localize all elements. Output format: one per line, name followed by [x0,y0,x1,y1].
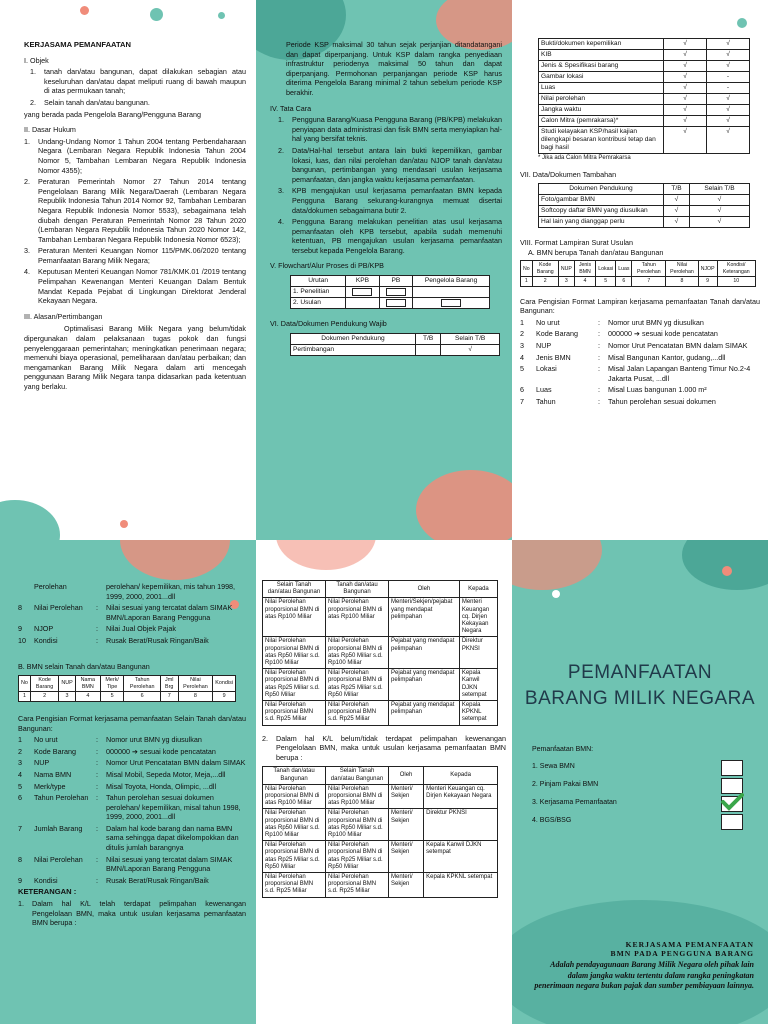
panel-format-b: Perolehan perolehan/ kepemilikan, mis tahun 1998, 1999, 2000, 2001...dll 8 Nilai Perolehan : Nilai sesuai yang tercatat dalam SIMAK BMN/Laporan Barang Pengguna 9 NJOP : Nilai Jual Objek Pajak 10 Kondisi : Rusak Berat/Rusak Ringan/Baik B. BMN selain Tanah dan/atau Bangunan No Kode Barang NUP Nama BMN Merk/ Tipe Tahun Perolehan Jml Brg Nilai Perolehan Kondisi 1 2 3 4 5 6 7 8 9 Cara Pengisian Format kerjasama pemanfaatan Selain Tanah dan/atau Bangunan: 1 No urut : Nomor urut BMN yg diusulkan 2 Kode Barang : 000000 ➔ sesuai kode pencatatan 3 NUP : Nomor Urut Pencatatan BMN dalam SIMAK 4 Nama BMN : Misal Mobil, Sepeda Motor, Meja,...dll 5 Merk/type : Misal Toyota, Honda, Olimpic, ...dll 6 Tahun Perolehan : Tahun perolehan sesuai dokumen perolehan/ kepemilikan, misal tahun 1998, 1999, 2000, 2001...dll 7 Jumlah Barang : Dalam hal kode barang dan nama BMN sama sehingga dapat dikelompokkan dan ditulis jumlah barangnya 8 Nilai Perolehan : Nilai sesuai yang tercatat dalam SIMAK BMN/Laporan Barang Pengguna 9 Kondisi : Rusak Berat/Rusak Ringan/Baik KETERANGAN : 1. Dalam hal K/L telah terdapat pelimpahan kewenangan Pengelolaan BMN, maka untuk usulan kerjasama pemanfaatan BMN berupa : [0,540,256,1024]
format-header: Luas [616,261,632,277]
panel-kewenangan: Selain Tanah dan/atau Bangunan Tanah dan/atau Bangunan Oleh Kepada Nilai Perolehan proporsional BMN di atas Rp100 Miliar Nilai Perolehan proporsional BMN di atas Rp100 Miliar Menteri/Sekjen/pejabat yang mendapat pelimpahan Menteri Keuangan cq. Dirjen Kekayaan Negara Nilai Perolehan proporsional BMN di atas Rp50 Miliar s.d. Rp100 Miliar Nilai Perolehan proporsional BMN di atas Rp50 Miliar s.d. Rp100 Miliar Pejabat yang mendapat pelimpahan Direktur PKNSI Nilai Perolehan proporsional BMN di atas Rp25 Miliar s.d. Rp50 Miliar Nilai Perolehan proporsional BMN di atas Rp25 Miliar s.d. Rp50 Miliar Pejabat yang mendapat pelimpahan Kepala Kanwil DJKN setempat Nilai Perolehan proporsional BMN s.d. Rp25 Miliar Nilai Perolehan proporsional BMN s.d. Rp25 Miliar Pejabat yang mendapat pelimpahan Kepala KPKNL setempat 2. Dalam hal K/L belum/tidak terdapat pelimpahan kewenangan Pengelolaan BMN, maka untuk usulan kerjasama pemanfaatan BMN berupa : Tanah dan/atau Bangunan Selain Tanah dan/atau Bangunan Oleh Kepada Nilai Perolehan proporsional BMN di atas Rp100 Miliar Nilai Perolehan proporsional BMN di atas Rp100 Miliar Menteri/ Sekjen Menteri Keuangan cq. Dirjen Kekayaan Negara Nilai Perolehan proporsional BMN di atas Rp50 Miliar s.d. Rp100 Miliar Nilai Perolehan proporsional BMN di atas Rp50 Miliar s.d. Rp100 Miliar Menteri/ Sekjen Direktur PKNSI Nilai Perolehan proporsional BMN di atas Rp25 Miliar s.d. Rp50 Miliar Nilai Perolehan proporsional BMN di atas Rp25 Miliar s.d. Rp50 Miliar Menteri/ Sekjen Kepala Kanwil DJKN setempat Nilai Perolehan proporsional BMN s.d. Rp25 Miliar Nilai Perolehan proporsional BMN s.d. Rp25 Miliar Menteri/ Sekjen Kepala KPKNL setempat [256,540,512,1024]
format-header: Jenis BMN [574,261,595,277]
kew-cell: Nilai Perolehan proporsional BMN di atas Rp50 Miliar s.d. Rp100 Miliar [326,809,389,841]
dasar-item: Keputusan Menteri Keuangan Nomor 781/KMK.01 /2019 tentang Pelimpahan Kewenangan Menteri Keuangan Dalam Bentuk Mandat Kepada Pejabat di Lingkungan Direktorat Jenderal Kekayaan Negara. [38,267,246,306]
decor-blob [512,540,602,590]
heading-flowchart: V. Flowchart/Alur Proses di PB/KPB [270,261,384,271]
doc-row-tb: √ [664,105,707,116]
doc-row-tb: √ [664,127,707,154]
flow-row: 1. Penelitian [291,287,346,298]
kew-cell: Menteri/ Sekjen [389,841,424,873]
kew-cell: Menteri/ Sekjen [389,873,424,898]
kew-cell: Direktur PKNSI [459,637,497,669]
tambahan-header: T/B [664,184,690,195]
dok-cell [416,344,441,355]
field-value: Nomor urut BMN yg diusulkan [608,317,704,327]
objek-note: yang berada pada Pengelola Barang/Pengguna Barang [24,109,202,119]
kew-cell: Kepala KPKNL setempat [424,873,498,898]
doc-row-label: Calon Mitra (pemrakarsa)* [539,116,664,127]
field-value: Misal Mobil, Sepeda Motor, Meja,...dll [106,769,226,779]
field-num: 6 [520,385,524,395]
format-header: Lokasi [596,261,616,277]
field-colon: : [96,624,98,634]
kew-header: Kepada [424,767,498,784]
format-header: Kondisi/ Keterangan [717,261,755,277]
decor-blob [416,470,512,540]
flow-box [352,288,372,296]
dokumen-wajib-table [290,333,500,356]
field-value: Misal Luas bangunan 1.000 m² [608,385,707,395]
field-value: 000000 ➔ sesuai kode pencatatan [608,329,718,339]
heading-tata-cara: IV. Tata Cara [270,103,312,113]
footnote: * Jika ada Calon Mitra Pemrakarsa [538,155,631,161]
field-num: 4 [520,352,524,362]
kew-cell: Nilai Perolehan proporsional BMN di atas Rp100 Miliar [326,598,389,637]
field-num: 6 [18,793,22,803]
kew-cell: Nilai Perolehan proporsional BMN s.d. Rp25 Miliar [326,701,389,726]
format-num: 7 [160,692,178,702]
kew-header: Oleh [389,767,424,784]
format-num: 2 [30,692,58,702]
field-num: 2 [18,746,22,756]
field-colon: : [96,603,98,613]
format-num: 10 [717,277,755,286]
panel-tata-cara: Periode KSP maksimal 30 tahun sejak perjanjian ditandatangani dan dapat diperpanjang. Untuk KSP dalam rangka penyediaan infrastruktur periodenya maksimal 50 tahun dan dapat diperpanjang. Permohonan perpanjangan periode KSP harus diterima Pengelola Barang minimal 2 tahun sebelum periode KSP berakhir. IV. Tata Cara 1. Pengguna Barang/Kuasa Pengguna Barang (PB/KPB) melakukan penyiapan data administrasi dan fisik BMN serta menyiapkan hal-hal yang bersifat teknis. 2. Data/Hal-hal tersebut antara lain bukti kepemilikan, gambar lokasi, luas, dan nilai perolehan dan/atau NJOP tanah dan/atau bangunan, pertimbangan yang mendasari usulan kerjasama pemanfaatan, dan jangka waktu kerjasama pemanfaatan. 3. KPB mengajukan usul kerjasama pemanfaatan BMN kepada Pengguna Barang sekurang-kurangnya memuat disertai data/dokumen sebagaimana butir 2. 4. Pengguna Barang melakukan penelitian atas usul kerjasama pemanfaatan oleh KPB tersebut, apabila sudah memenuhi ketentuan, PB mengajukan usulan kerjasama pemanfaatan tersebut kepada Pengelola Barang. V. Flowchart/Alur Proses di PB/KPB Urutan KPB PB Pengelola Barang 1. Penelitian 2. Usulan VI. Data/Dokumen Pendukung Wajib Dokumen Pendukung T/B Selain T/B Pertimbangan √ [256,0,512,540]
kew-cell: Nilai Perolehan proporsional BMN di atas Rp25 Miliar s.d. Rp50 Miliar [326,669,389,701]
doc-row-tb: √ [664,39,707,50]
flow-box [441,299,461,307]
field-colon [96,582,106,601]
field-key: Kode Barang [536,329,578,339]
field-num: 5 [520,364,524,374]
field-num [18,582,34,601]
format-num: 9 [698,277,717,286]
heading-dokumen-wajib: VI. Data/Dokumen Pendukung Wajib [270,319,387,329]
field-key: Perolehan [34,582,67,591]
kew-cell: Nilai Perolehan proporsional BMN di atas Rp50 Miliar s.d. Rp100 Miliar [326,637,389,669]
kew-cell: Menteri/ Sekjen [389,809,424,841]
field-value: Nomor Urut Pencatatan BMN dalam SIMAK [106,758,246,768]
format-num: 1 [19,692,31,702]
decor-blob [276,540,376,570]
kew-cell: Nilai Perolehan proporsional BMN di atas Rp25 Miliar s.d. Rp50 Miliar [263,841,326,873]
doc-row-tb: √ [664,116,707,127]
kew-cell: Pejabat yang mendapat pelimpahan [389,669,460,701]
heading-objek: I. Objek [24,55,49,65]
tambahan-cell: Softcopy daftar BMN yang diusulkan [539,206,664,217]
doc-row-tb: √ [664,83,707,94]
kew-cell: Nilai Perolehan proporsional BMN di atas Rp100 Miliar [263,598,326,637]
field-value: Nilai sesuai yang tercatat dalam SIMAK BMN/Laporan Barang Pengguna [106,854,233,874]
flow-box [386,288,406,296]
tatacara-item: Data/Hal-hal tersebut antara lain bukti kepemilikan, gambar lokasi, luas, dan nilai perolehan dan/atau NJOP tanah dan/atau bangunan, pertimbangan yang mendasari usulan kerjasama pemanfaatan, dan jangka waktu kerjasama pemanfaatan. [292,145,502,184]
field-key: NUP [536,340,552,350]
format-num: 2 [532,277,558,286]
field-key: Jumlah Barang [34,823,83,833]
kew-cell: Menteri/ Sekjen [389,784,424,809]
field-num: 1 [18,735,22,745]
keterangan-item: Dalam hal K/L belum/tidak terdapat pelimpahan kewenangan Pengelolaan BMN, maka untuk usulan kerjasama pemanfaatan BMN berupa : [276,733,506,762]
dok-header: T/B [416,333,441,344]
kew-header: Kepada [459,581,497,598]
dokumen-tambahan-table [538,183,750,228]
format-header: Merk/ Tipe [100,676,124,692]
heading-alasan: III. Alasan/Pertimbangan [24,311,103,321]
field-value: Misal Toyota, Honda, Olimpic, ...dll [106,781,217,791]
section-title: KERJASAMA PEMANFAATAN [24,40,132,49]
format-num: 9 [213,692,236,702]
dasar-item: Peraturan Menteri Keuangan Nomor 115/PMK.06/2020 tentang Pemanfaatan Barang Milik Negara; [38,246,246,265]
footer-heading: KERJASAMA PEMANFAATAN [625,940,754,949]
field-value: Nilai Jual Objek Pajak [106,624,176,634]
field-value: Rusak Berat/Rusak Ringan/Baik [106,875,209,885]
list-item: 1. Sewa BMN [532,763,575,770]
format-header: Jml Brg [160,676,178,692]
footer-subheading: BMN PADA PENGGUNA BARANG [610,949,754,958]
field-key: NUP [34,758,50,768]
kewenangan-table-1 [262,580,498,726]
field-colon: : [96,781,98,791]
decor-blob [0,500,60,540]
doc-row-selain: √ [707,116,750,127]
heading-dokumen-tambahan: VII. Data/Dokumen Tambahan [520,169,617,179]
kew-cell: Pejabat yang mendapat pelimpahan [389,637,460,669]
format-num: 5 [100,692,124,702]
tatacara-item: Pengguna Barang/Kuasa Pengguna Barang (PB/KPB) melakukan penyiapan data administrasi dan fisik BMN serta menyiapkan hal-hal yang bersifat teknis. [292,115,502,144]
kew-header: Tanah dan/atau Bangunan [263,767,326,784]
field-colon: : [96,769,98,779]
flow-box [386,299,406,307]
field-key: Tahun Perolehan [34,793,89,803]
kew-cell: Menteri Keuangan cq. Dirjen Kekayaan Negara [459,598,497,637]
field-num: 2 [520,329,524,339]
kew-cell: Direktur PKNSI [424,809,498,841]
field-colon: : [598,317,600,327]
dok-cell: Pertimbangan [291,344,416,355]
decor-dot [737,18,747,28]
field-value: 000000 ➔ sesuai kode pencatatan [106,746,216,756]
kew-cell: Nilai Perolehan proporsional BMN di atas Rp100 Miliar [263,784,326,809]
footer-definition: Adalah pendayagunaan Barang Milik Negara oleh pihak lain dalam jangka waktu tertentu dalam rangka peningkatan penerimaan negara bukan pajak dan sumber pembiayaan lainnya. [534,960,754,990]
field-value: Tahun perolehan sesuai dokumen [608,396,716,406]
kew-cell: Menteri/Sekjen/pejabat yang mendapat pelimpahan [389,598,460,637]
field-colon: : [96,735,98,745]
checkbox-kerjasama[interactable] [721,796,743,812]
doc-row-selain: √ [707,61,750,72]
format-header: NUP [59,676,75,692]
field-colon: : [96,746,98,756]
kew-cell: Nilai Perolehan proporsional BMN di atas Rp100 Miliar [326,784,389,809]
kew-header: Tanah dan/atau Bangunan [326,581,389,598]
format-header: Nama BMN [75,676,100,692]
format-num: 5 [596,277,616,286]
field-colon: : [598,340,600,350]
field-colon: : [96,635,98,645]
field-value: Misal Jalan Lapangan Banteng Timur No.2-4 Jakarta Pusat, ...dll [608,364,751,383]
field-key: Luas [536,385,552,395]
field-value: Tahun perolehan sesuai dokumen perolehan/ kepemilikan, misal tahun 1998, 1999, 2000, 2001...dll [106,793,241,822]
doc-row-tb: √ [664,94,707,105]
field-num: 1 [520,317,524,327]
checkbox-sewa[interactable] [721,760,743,776]
doc-row-selain: √ [707,105,750,116]
cover-title-line1: PEMANFAATAN [567,662,713,683]
kew-cell: Nilai Perolehan proporsional BMN s.d. Rp25 Miliar [263,701,326,726]
format-header: Kode Barang [30,676,58,692]
field-key: No urut [536,317,560,327]
keterangan-item: Dalam hal K/L telah terdapat pelimpahan kewenangan Pengelolaan BMN, maka untuk usulan kerjasama pemanfaatan BMN berupa : [32,899,246,928]
tambahan-header: Dokumen Pendukung [539,184,664,195]
field-key: No urut [34,735,58,745]
flow-header: KPB [346,276,379,287]
field-key: Jenis BMN [536,352,571,362]
field-num: 4 [18,769,22,779]
format-num: 3 [59,692,75,702]
doc-row-selain: - [707,72,750,83]
field-colon: : [598,329,600,339]
doc-row-label: Studi kelayakan KSP/hasil kajian dilengkapi besaran kontribusi tetap dan bagi hasil [539,127,664,154]
field-key: Tahun [536,396,556,406]
decor-blob [120,540,230,580]
field-num: 8 [18,854,22,864]
decor-blob [682,540,768,590]
format-b-table [18,675,236,702]
dok-header: Dokumen Pendukung [291,333,416,344]
format-header: NUP [558,261,574,277]
kew-cell: Kepala Kanwil DJKN setempat [459,669,497,701]
doc-row-selain: √ [707,39,750,50]
alasan-text: Optimalisasi Barang Milik Negara yang belum/tidak dipergunakan dalam pelaksanaan tugas pokok dan fungsi penyelenggaraan pemerintahan; meningkatkan penerimaan negara; memenuhi biaya operasional, pemeliharaan dan/atau perbaikan; dan mengamankan Barang Milik Negara dalam arti mencegah penggunaan Barang Milik Negara tanpa didasarkan pada ketentuan yang berlaku. [24,324,246,391]
format-num: 6 [124,692,161,702]
field-key: Nama BMN [34,769,72,779]
objek-item: Selain tanah dan/atau bangunan. [44,97,150,107]
field-key: Nilai Perolehan [34,603,83,613]
field-value: Misal Bangunan Kantor, gudang,...dll [608,352,726,362]
format-header: No [19,676,31,692]
doc-row-label: Jenis & Spesifikasi barang [539,61,664,72]
subheading-format-a: A. BMN berupa Tanah dan/atau Bangunan [528,247,664,257]
doc-row-selain: √ [707,127,750,154]
format-header: Tahun Perolehan [124,676,161,692]
list-item: 3. Kerjasama Pemanfaatan [532,799,617,806]
field-num: 10 [18,635,26,645]
panel-objek-dasar-hukum: KERJASAMA PEMANFAATAN I. Objek 1. tanah dan/atau bangunan, dapat dilakukan sebagian atau keseluruhan dan/atau dapat meliputi ruang di bawah maupun di atas permukaan tanah; 2. Selain tanah dan/atau bangunan. yang berada pada Pengelola Barang/Pengguna Barang II. Dasar Hukum 1. Undang-Undang Nomor 1 Tahun 2004 tentang Perbendaharaan Negara (Lembaran Negara Republik Indonesia Tahun 2004 Nomor 5, Tambahan Lembaran Negara Republik Indonesia Nomor 4355); 2. Peraturan Pemerintah Nomor 27 Tahun 2014 tentang Pengelolaan Barang Milik Negara/Daerah (Lembaran Negara Republik Indonesia Tahun 2014 Nomor 92, Tambahan Lembaran Negara Republik Indonesia Nomor 5533), sebagaimana telah diubah dengan Peraturan Pemerintah Nomor 28 Tahun 2020 (Lembaran Negara Republik Indonesia Tahun 2020 Nomor 142, Tambahan Lembaran Negara Republik Indonesia Nomor 6523); 3. Peraturan Menteri Keuangan Nomor 115/PMK.06/2020 tentang Pemanfaatan Barang Milik Negara; 4. Keputusan Menteri Keuangan Nomor 781/KMK.01 /2019 tentang Pelimpahan Kewenangan Menteri Keuangan Dalam Bentuk Mandat Kepada Pejabat di Lingkungan Direktorat Jenderal Kekayaan Negara. III. Alasan/Pertimbangan Optimalisasi Barang Milik Negara yang belum/tidak dipergunakan dalam pelaksanaan tugas pokok dan fungsi penyelenggaraan pemerintahan; meningkatkan penerimaan negara; memenuhi biaya operasional, pemeliharaan dan/atau perbaikan; dan mengamankan Barang Milik Negara dalam arti mencegah penggunaan Barang Milik Negara tanpa didasarkan pada ketentuan yang berlaku. [0,0,256,540]
heading-format-b: B. BMN selain Tanah dan/atau Bangunan [18,661,150,671]
field-key: NJOP [34,624,54,634]
tambahan-cell: Hal lain yang dianggap perlu [539,217,664,228]
checkbox-bgs-bsg[interactable] [721,814,743,830]
decor-dot [80,6,89,15]
field-value: Dalam hal kode barang dan nama BMN sama sehingga dapat dikelompokkan dan ditulis jumlah barangnya [106,823,239,853]
kew-header: Selain Tanah dan/atau Bangunan [263,581,326,598]
tatacara-item: Pengguna Barang melakukan penelitian atas usul kerjasama pemanfaatan oleh KPB tersebut, apabila sudah memenuhi ketentuan, PB mengajukan usulan kerjasama pemanfaatan tersebut kepada Pengelola Barang. [292,217,502,255]
kew-cell: Nilai Perolehan proporsional BMN di atas Rp25 Miliar s.d. Rp50 Miliar [326,841,389,873]
panel-dokumen-format [512,0,768,540]
field-colon: : [96,823,98,833]
field-num: 3 [18,758,22,768]
doc-row-tb: √ [664,50,707,61]
kew-cell: Nilai Perolehan proporsional BMN di atas Rp50 Miliar s.d. Rp100 Miliar [263,809,326,841]
decor-dot [150,8,163,21]
field-colon: : [598,364,600,374]
flow-header: Urutan [291,276,346,287]
doc-row-label: Nilai perolehan [539,94,664,105]
flow-row: 2. Usulan [291,298,346,309]
panel-cover [512,540,768,1024]
tatacara-item: KPB mengajukan usul kerjasama pemanfaatan BMN kepada Pengguna Barang sekurang-kurangnya memuat disertai data/dokumen sebagaimana butir 2. [292,186,502,215]
checkbox-pinjam-pakai[interactable] [721,778,743,794]
field-key: Kode Barang [34,746,76,756]
field-colon: : [598,385,600,395]
heading-keterangan: KETERANGAN : [18,887,77,897]
format-header: Nilai Perolehan [178,676,213,692]
kew-cell: Kepala KPKNL setempat [459,701,497,726]
dok-header: Selain T/B [441,333,500,344]
doc-row-selain: √ [707,94,750,105]
heading-format-lampiran: VIII. Format Lampiran Surat Usulan [520,238,634,248]
kew-cell: Nilai Perolehan proporsional BMN s.d. Rp25 Miliar [326,873,389,898]
field-value: Nomor urut BMN yg diusulkan [106,735,202,745]
list-item: 2. Pinjam Pakai BMN [532,781,599,788]
tambahan-cell: √ [664,195,690,206]
format-header: NJOP [698,261,717,277]
field-value: Nomor Urut Pencatatan BMN dalam SIMAK [608,340,748,350]
format-num: 7 [632,277,666,286]
tambahan-cell: √ [689,206,749,217]
flow-header: PB [379,276,412,287]
doc-row-label: Luas [539,83,664,94]
field-key: Merk/type [34,781,66,791]
kew-cell: Menteri Keuangan cq. Dirjen Kekayaan Negara [424,784,498,809]
format-header: No [521,261,533,277]
field-num: 7 [520,396,524,406]
doc-row-selain: √ [707,50,750,61]
field-num: 7 [18,823,22,833]
kew-cell: Nilai Perolehan proporsional BMN di atas Rp50 Miliar s.d. Rp100 Miliar [263,637,326,669]
format-header: Tahun Perolehan [632,261,666,277]
format-header: Kondisi [213,676,236,692]
doc-row-label: KIB [539,50,664,61]
dokumen-wajib-table-cont [538,38,750,154]
doc-row-selain: - [707,83,750,94]
field-value: perolehan/ kepemilikan, mis tahun 1998, 1999, 2000, 2001...dll [106,582,236,601]
kew-cell: Kepala Kanwil DJKN setempat [424,841,498,873]
doc-row-tb: √ [664,72,707,83]
format-num: 3 [558,277,574,286]
dasar-item: Peraturan Pemerintah Nomor 27 Tahun 2014 tentang Pengelolaan Barang Milik Negara/Daerah (Lembaran Negara Republik Indonesia Tahun 2014 Nomor 92, Tambahan Lembaran Negara Republik Indonesia Nomor 5533), sebagaimana telah diubah dengan Peraturan Pemerintah Nomor 28 Tahun 2020 (Lembaran Negara Republik Indonesia Tahun 2020 Nomor 142, Tambahan Lembaran Negara Republik Indonesia Nomor 6523); [38,177,246,244]
field-colon: : [598,396,600,406]
kew-header: Selain Tanah dan/atau Bangunan [326,767,389,784]
kew-cell: Nilai Perolehan proporsional BMN s.d. Rp25 Miliar [263,873,326,898]
dok-cell: √ [441,344,500,355]
field-value: Rusak Berat/Rusak Ringan/Baik [106,635,209,645]
format-num: 8 [666,277,698,286]
tambahan-cell: Foto/gambar BMN [539,195,664,206]
objek-item: tanah dan/atau bangunan, dapat dilakukan sebagian atau keseluruhan dan/atau dapat meliputi ruang di bawah maupun di atas permukaan tanah; [44,67,246,96]
decor-dot [552,590,560,598]
tambahan-cell: √ [689,195,749,206]
doc-row-label: Gambar lokasi [539,72,664,83]
list-item: 4. BGS/BSG [532,817,572,824]
dasar-item: Undang-Undang Nomor 1 Tahun 2004 tentang Perbendaharaan Negara (Lembaran Negara Republik Indonesia Tahun 2004 Nomor 5, Tambahan Lembaran Negara Republik Indonesia Nomor 4355); [38,136,246,175]
field-key: Kondisi [34,635,58,645]
field-key: Nilai Perolehan [34,854,83,864]
format-num: 6 [616,277,632,286]
cara-pengisian: Cara Pengisian Format Lampiran kerjasama pemanfaatan Tanah dan/atau Bangunan: [520,296,760,316]
decor-dot [722,566,732,576]
field-key: Lokasi [536,364,557,374]
field-key: Kondisi [34,875,58,885]
field-colon: : [96,758,98,768]
heading-dasar-hukum: II. Dasar Hukum [24,125,76,135]
field-num: 8 [18,603,22,613]
flow-header: Pengelola Barang [413,276,490,287]
doc-row-label: Bukti/dokumen kepemilikan [539,39,664,50]
field-colon: : [96,854,98,864]
kew-header: Oleh [389,581,460,598]
kew-cell: Pejabat yang mendapat pelimpahan [389,701,460,726]
list-heading: Pemanfaatan BMN: [532,746,594,753]
field-colon: : [598,352,600,362]
format-num: 1 [521,277,533,286]
cover-title-line2: BARANG MILIK NEGARA [524,688,756,709]
doc-row-label: Jangka waktu [539,105,664,116]
tambahan-header: Selain T/B [689,184,749,195]
tambahan-cell: √ [664,206,690,217]
doc-row-tb: √ [664,61,707,72]
kewenangan-table-2 [262,766,498,897]
check-icon [720,793,744,811]
format-header: Nilai Perolehan [666,261,698,277]
format-header: Kode Barang [532,261,558,277]
format-a-table [520,260,756,286]
kew-cell: Nilai Perolehan proporsional BMN di atas Rp25 Miliar s.d. Rp50 Miliar [263,669,326,701]
periode-text: Periode KSP maksimal 30 tahun sejak perjanjian ditandatangani dan dapat diperpanjang. Untuk KSP dalam rangka penyediaan infrastruktur periodenya maksimal 50 tahun dan dapat diperpanjang. Permohonan perpanjangan periode KSP harus diterima Pengelola Barang minimal 2 tahun sebelum periode KSP berakhir. [286,40,502,97]
format-num: 4 [574,277,595,286]
decor-dot [120,520,128,528]
tambahan-cell: √ [664,217,690,228]
flowchart-table [290,275,490,309]
field-num: 3 [520,340,524,350]
field-num: 5 [18,781,22,791]
cara-pengisian: Cara Pengisian Format kerjasama pemanfaatan Selain Tanah dan/atau Bangunan: [18,713,246,733]
format-num: 4 [75,692,100,702]
field-colon: : [96,793,98,803]
format-num: 8 [178,692,213,702]
field-colon: : [96,875,98,885]
field-num: 9 [18,875,22,885]
field-value: Nilai sesuai yang tercatat dalam SIMAK BMN/Laporan Barang Pengguna [106,603,233,622]
tambahan-cell: √ [689,217,749,228]
decor-dot [218,12,225,19]
field-num: 9 [18,624,22,634]
